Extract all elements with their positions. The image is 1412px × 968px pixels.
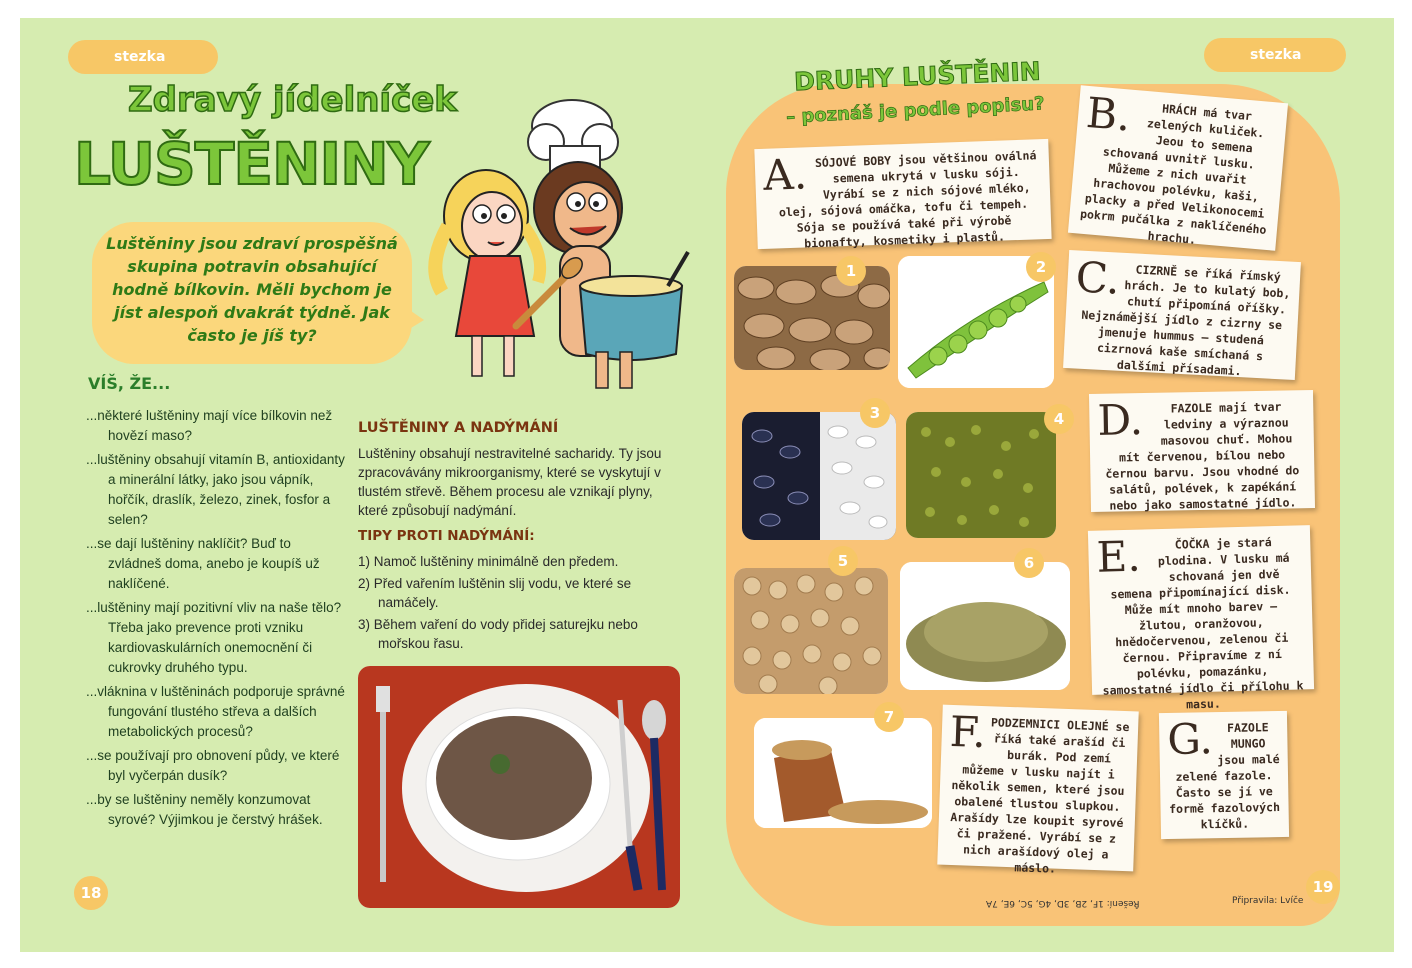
- photo-number-1: 1: [836, 256, 866, 286]
- card-e: [1088, 525, 1314, 712]
- page-number-right: 19: [1306, 870, 1340, 904]
- card-text: FAZOLE mají tvar ledviny a výraznou masovou chuť. Mohou mít červenou, bílou nebo černou barvu. Jsou vhodné do salátů, polévek, k zapékání nebo jako samostatné jídlo.: [1105, 399, 1300, 513]
- card-b: [1068, 85, 1288, 251]
- card-text: CIZRNĚ se říká římský hrách. Je to kulatý bob, chutí připomíná oříšky. Nejznámější jídlo z cizrny se jmenuje hummus – studená cizrnová kaše smíchaná s dalšími přísadami.: [1081, 262, 1291, 379]
- section-tag-left: stezka: [68, 40, 218, 74]
- list-item: ...některé luštěniny mají více bílkovin než hovězí maso?: [86, 408, 333, 443]
- soup-photo: [358, 666, 680, 908]
- photo-number-2: 2: [1026, 252, 1056, 282]
- legume-photo-3: [742, 412, 896, 540]
- section-tag-right: stezka: [1204, 38, 1346, 72]
- list-item: ...se dají luštěniny naklíčit? Buď to zvládneš doma, anebo je koupíš už naklíčené.: [86, 536, 320, 591]
- card-text: SÓJOVÉ BOBY jsou většinou oválná semena ukrytá v lusku sóji. Vyrábí se z nich sójové mléko, olej, sójová omáčka, tofu či tempeh. Sója se používá také při výrobě bionafty, kosmetiky i plastů.: [778, 148, 1037, 251]
- list-item: ...se používají pro obnovení půdy, ve které byl vyčerpán dusík?: [86, 748, 340, 783]
- card-text: FAZOLE MUNGO jsou malé zelené fazole. Často se jí ve formě fazolových klíčků.: [1169, 720, 1281, 832]
- list-item: ...by se luštěniny neměly konzumovat syrové? Výjimkou je čerstvý hrášek.: [86, 792, 323, 827]
- legume-photo-1: [734, 266, 890, 370]
- list-item: ...vláknina v luštěninách podporuje správné fungování tlustého střeva a dalších metabolických procesů?: [86, 684, 345, 739]
- card-letter: C.: [1074, 252, 1122, 304]
- cartoon-kids-cooking-illustration: [420, 96, 700, 396]
- photo-number-7: 7: [874, 702, 904, 732]
- card-d: [1089, 390, 1315, 512]
- photo-number-3: 3: [860, 398, 890, 428]
- list-item: 3) Během vaření do vody přidej saturejku nebo mořskou řasu.: [358, 617, 638, 651]
- card-a: [754, 139, 1051, 249]
- list-item: ...luštěniny obsahují vitamín B, antioxidanty a minerální látky, jako jsou vápník, hořčík, draslík, železo, zinek, fosfor a selen?: [86, 452, 345, 527]
- photo-number-6: 6: [1014, 548, 1044, 578]
- card-g: [1159, 711, 1289, 839]
- facts-list: [86, 406, 346, 834]
- card-letter: G.: [1166, 714, 1214, 764]
- card-text: PODZEMNICI OLEJNÉ se říká také arašíd či burák. Pod zemí můžeme v lusku najít i několik semen, které jsou obalené tlustou slupkou. Arašídy lze koupit syrové či pražené. Vyrábí se z nich arašídový olej a máslo.: [950, 715, 1130, 876]
- photo-number-4: 4: [1044, 404, 1074, 434]
- did-you-know-heading: VÍŠ, ŽE...: [88, 374, 171, 393]
- types-subtitle: – poznáš je podle popisu?: [785, 93, 1046, 128]
- list-item: 2) Před vařením luštěnin slij vodu, ve které se namáčely.: [358, 576, 632, 610]
- card-letter: A.: [762, 149, 808, 200]
- photo-number-5: 5: [828, 546, 858, 576]
- list-item: 1) Namoč luštěniny minimálně den předem.: [358, 554, 619, 569]
- card-letter: E.: [1095, 531, 1142, 582]
- card-letter: B.: [1084, 87, 1133, 141]
- legume-photo-6: [900, 562, 1070, 690]
- legume-photo-5: [734, 568, 888, 694]
- card-letter: D.: [1097, 395, 1144, 445]
- bloating-heading: LUŠTĚNINY A NADÝMÁNÍ: [358, 420, 559, 436]
- card-letter: F.: [949, 706, 987, 758]
- card-text: ČOČKA je stará plodina. V lusku má schovaná jen dvě semena připomínající disk. Může mít mnoho barev – žlutou, oranžovou, hnědočervenou, zelenou či černou. Připravíme z ní polévku, pomazánku, samostatné jídlo či přílohu k masu.: [1102, 535, 1304, 712]
- types-title: DRUHY LUŠTĚNIN: [793, 56, 1042, 97]
- page-title-big: LUŠTĚNINY: [74, 130, 429, 198]
- page-title-small: Zdravý jídelníček: [128, 80, 457, 120]
- legume-photo-7: [754, 718, 932, 828]
- card-f: [937, 705, 1138, 876]
- bloating-text: Luštěniny obsahují nestravitelné sacharidy. Ty jsou zpracovávány mikroorganismy, které se vyskytují v tlustém střevě. Během procesu ale vznikají plyny, které způsobují nadýmání.: [358, 446, 662, 518]
- page-number-left: 18: [74, 876, 108, 910]
- card-c: [1063, 250, 1301, 380]
- list-item: ...luštěniny mají pozitivní vliv na naše tělo? Třeba jako prevence proti vzniku kardiovaskulárních onemocnění či cukrovky druhého typu.: [86, 600, 342, 675]
- intro-text: Luštěniny jsou zdraví prospěšná skupina potravin obsahující hodně bílkovin. Měli bychom je jíst alespoň dvakrát týdně. Jak často je jíš ty?: [106, 234, 398, 345]
- legume-photo-4: [906, 412, 1056, 538]
- credit: Připravila: Lvíče: [1232, 896, 1304, 906]
- tips-heading: TIPY PROTI NADÝMÁNÍ:: [358, 528, 535, 544]
- answers-upside-down: Řešení: 1F, 2B, 3D, 4G, 5C, 6E, 7A: [986, 898, 1140, 908]
- card-text: HRÁCH má tvar zelených kuliček. Jeou to semena schovaná uvnitř lusku. Můžeme z nich uvařit hrachovou polévku, kaši, placky a před Velikonocemi pokrm pučálka z naklíčeného hrachu.: [1079, 101, 1268, 247]
- tips-list: [358, 552, 678, 656]
